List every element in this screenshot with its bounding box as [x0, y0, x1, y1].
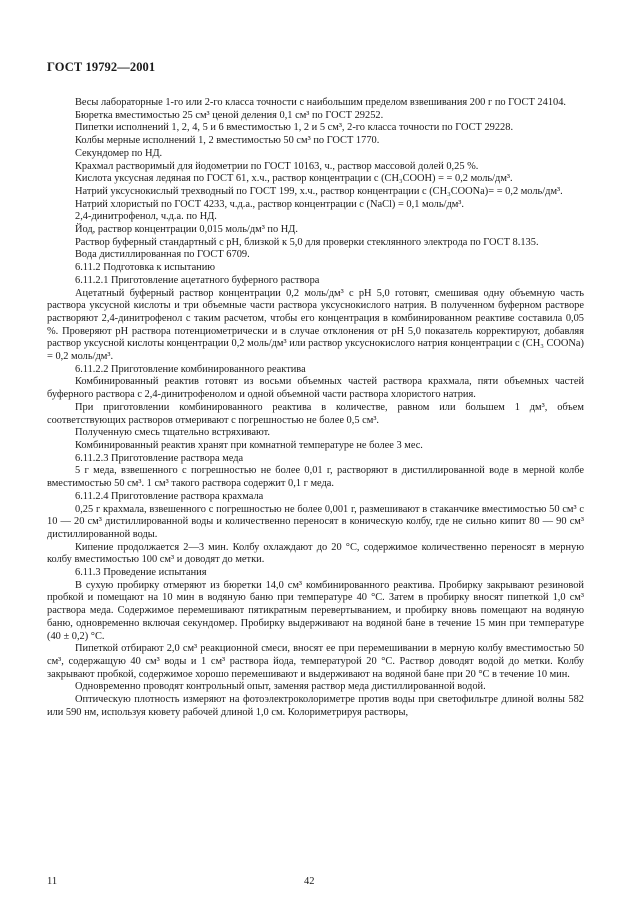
section-heading-6-11-2-1: 6.11.2.1 Приготовление ацетатного буферного раствора — [75, 274, 320, 286]
paragraph-burette: Бюретка вместимостью 25 см³ ценой деления 0,1 см³ по ГОСТ 29252. — [75, 109, 384, 121]
paragraph-starch: Крахмал растворимый для йодометрии по ГОСТ 10163, ч., раствор массовой долей 0,25 %. — [75, 160, 479, 172]
section-heading-6-11-2-4: 6.11.2.4 Приготовление раствора крахмала — [75, 490, 264, 502]
paragraph-sodium-chloride: Натрий хлористый по ГОСТ 4233, ч.д.а., раствор концентрации c (NaCl) = 0,1 моль/дм³. — [75, 198, 465, 210]
paragraph-buffer-standard: Раствор буферный стандартный с pH, близкой к 5,0 для проверки стеклянного электрода по ГОСТ 8.135. — [75, 236, 539, 248]
paragraph-boiling: Кипение продолжается 2—3 мин. Колбу охлаждают до 20 °С, содержимое количественно переносят в мерную колбу вместимостью 100 см³ и доводят до метки. — [47, 541, 584, 566]
document-header: ГОСТ 19792—2001 — [47, 60, 156, 74]
paragraph-balances: Весы лабораторные 1-го или 2-го класса точности с наибольшим пределом взвешивания 200 г по ГОСТ 24104. — [75, 97, 567, 108]
section-heading-6-11-2-3: 6.11.2.3 Приготовление раствора меда — [75, 452, 244, 464]
document-body — [47, 97, 584, 719]
paragraph-reagent-volume: При приготовлении комбинированного реактива в количестве, равном или большем 1 дм³, объем соответствующих растворов отмеривают с погрешностью не более 0,5 см³. — [47, 401, 584, 426]
paragraph-shaking: Полученную смесь тщательно встряхивают. — [75, 427, 270, 439]
paragraph-honey-solution: 5 г меда, взвешенного с погрешностью не более 0,01 г, растворяют в дистиллированной воде в мерной колбе вместимостью 50 см³. 1 см³ такого раствора содержит 0,1 г меда. — [47, 465, 584, 490]
paragraph-acetate-buffer: Ацетатный буферный раствор концентрации 0,2 моль/дм³ с pH 5,0 готовят, смешивая одну объемную часть раствора уксусной кислоты и три объемные части раствора уксуснокислого натрия. В полученном буферном растворе растворяют 2,4-динитрофенол с таким расчетом, чтобы его концентрация в комбинированном реактиве составила 0,05 %. Проверяют pH раствора потенциометрически и в случае отклонения от pH 5,0 показатель корректируют, добавляя раствор уксусной кислоты концентрации 0,2 моль/дм³ или раствор уксуснокислого натрия концентрации c (CH₃ COONa) = 0,2 моль/дм³. — [47, 287, 584, 363]
paragraph-acetic-acid: Кислота уксусная ледяная по ГОСТ 61, х.ч., раствор концентрации c (CH₃COOH) = = 0,2 моль/дм³. — [75, 173, 513, 185]
footer-left-number: 11 — [47, 876, 58, 887]
paragraph-iodine: Йод, раствор концентрации 0,015 моль/дм³ по НД. — [75, 224, 298, 236]
paragraph-storage: Комбинированный реактив хранят при комнатной температуре не более 3 мес. — [75, 439, 423, 451]
section-heading-6-11-3: 6.11.3 Проведение испытания — [75, 567, 207, 579]
paragraph-sodium-acetate: Натрий уксуснокислый трехводный по ГОСТ 199, х.ч., раствор концентрации c (CH₃COONa)= = 0,2 моль/дм³. — [75, 185, 563, 197]
paragraph-test-procedure: В сухую пробирку отмеряют из бюретки 14,0 см³ комбинированного реактива. Пробирку закрывают резиновой пробкой и помещают на 10 мин в водяную баню при температуре 40 °С. Затем в пробирку вносят пипеткой 1,0 см³ раствора меда. Содержимое перемешивают пятикратным перевертыванием, и пробирку вновь помещают на водяную баню, одновременно включая секундомер. Пробирку выдерживают на водяной бане в течение 15 мин при температуре (40 ± 0,2) °С. — [47, 579, 584, 642]
paragraph-combined-reagent: Комбинированный реактив готовят из восьми объемных частей раствора крахмала, пяти объемных частей буферного раствора с 2,4-динитрофенолом и одной объемной части раствора хлористого натрия. — [47, 376, 584, 401]
paragraph-dinitrophenol: 2,4-динитрофенол, ч.д.а. по НД. — [75, 211, 217, 223]
paragraph-stopwatch: Секундомер по НД. — [75, 147, 163, 159]
page-number: 42 — [304, 876, 315, 887]
paragraph-sampling: Пипеткой отбирают 2,0 см³ реакционной смеси, вносят ее при перемешивании в мерную колбу вместимостью 50 см³, содержащую 40 см³ воды и 1 см³ раствора йода, температурой 20 °С. Раствор доводят водой до метки. Колбу закрывают пробкой, содержимое хорошо перемешивают и выдерживают на водяной бане при 20 °С в течение 10 мин. — [47, 643, 584, 680]
paragraph-optical-density: Оптическую плотность измеряют на фотоэлектроколориметре против воды при светофильтре длиной волны 582 или 590 нм, используя кювету рабочей длиной 1,0 см. Колориметрируя растворы, — [47, 694, 584, 718]
paragraph-starch-preparation: 0,25 г крахмала, взвешенного с погрешностью не более 0,001 г, размешивают в стаканчике вместимостью 50 см³ с 10 — 20 см³ дистиллированной воды и количественно переносят в коническую колбу, где не сильно кипит 80 — 90 см³ дистиллированной воды. — [47, 503, 584, 540]
section-heading-6-11-2: 6.11.2 Подготовка к испытанию — [75, 262, 216, 274]
paragraph-pipettes: Пипетки исполнений 1, 2, 4, 5 и 6 вместимостью 1, 2 и 5 см³, 2-го класса точности по ГОСТ 29228. — [75, 122, 514, 134]
paragraph-control-test: Одновременно проводят контрольный опыт, заменяя раствор меда дистиллированной водой. — [75, 681, 486, 693]
section-heading-6-11-2-2: 6.11.2.2 Приготовление комбинированного реактива — [75, 363, 306, 375]
paragraph-distilled-water: Вода дистиллированная по ГОСТ 6709. — [75, 249, 250, 261]
paragraph-flasks: Колбы мерные исполнений 1, 2 вместимостью 50 см³ по ГОСТ 1770. — [75, 135, 380, 147]
